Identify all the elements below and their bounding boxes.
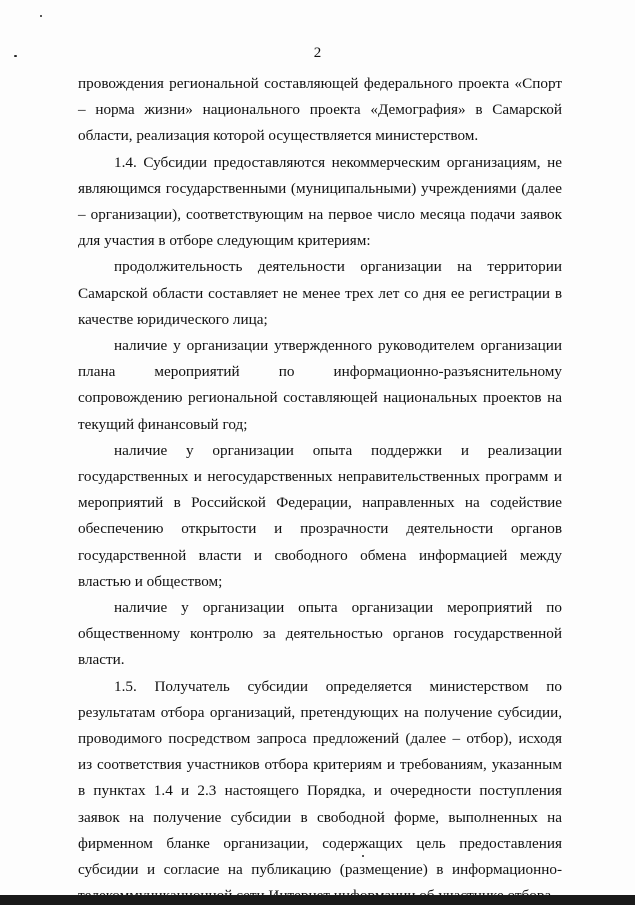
paragraph-continuation: провождения региональной составляющей федерального проекта «Спорт – норма жизни» национального проекта «Демография» в Самарской области, реализация которой осуществляется министерством. bbox=[78, 75, 562, 145]
paragraph-clause-1-4: 1.4. Субсидии предоставляются некоммерческим организациям, не являющимся государственными (муниципальными) учреждениями (далее – организации), соответствующим на первое число месяца подачи заявок для участия в отборе следующим критериям: bbox=[78, 153, 562, 250]
scan-bottom-border bbox=[0, 895, 635, 905]
paragraph-criterion-experience-programs: наличие у организации опыта поддержки и реализации государственных и негосударственных неправительственных программ и мероприятий в Российской Федерации, направленных на содействие обеспечению открытости и прозрачности деятельности органов государственной власти и свободного обмена информацией между властью и обществом; bbox=[78, 441, 562, 590]
paragraph-criterion-duration: продолжительность деятельности организации на территории Самарской области составляет не менее трех лет со дня ее регистрации в качестве юридического лица; bbox=[78, 258, 562, 328]
page-number: 2 bbox=[313, 45, 322, 61]
document-body bbox=[78, 71, 562, 910]
paragraph-clause-1-5: 1.5. Получатель субсидии определяется министерством по результатам отбора организаций, претендующих на получение субсидии, проводимого посредством запроса предложений (далее – отбор), исходя из соответствия участников отбора критериям и требованиям, указанным в пунктах 1.4 и 2.3 настоящего Порядка, и очередности поступления заявок на получение субсидии в свободной форме, выполненных на фирменном бланке организации, содержащих цель предоставления субсидии и согласие на публикацию (размещение) в информационно- bbox=[78, 677, 562, 879]
scan-speck bbox=[40, 15, 42, 17]
paragraph-criterion-plan: наличие у организации утвержденного руководителем организации плана мероприятий по информационно-разъяснительному сопровождению региональной составляющей национальных проектов на текущий финансовый год; bbox=[78, 337, 562, 433]
paragraph-criterion-experience-control: наличие у организации опыта организации мероприятий по общественному контролю за деятельностью органов государственной власти. bbox=[78, 599, 562, 669]
